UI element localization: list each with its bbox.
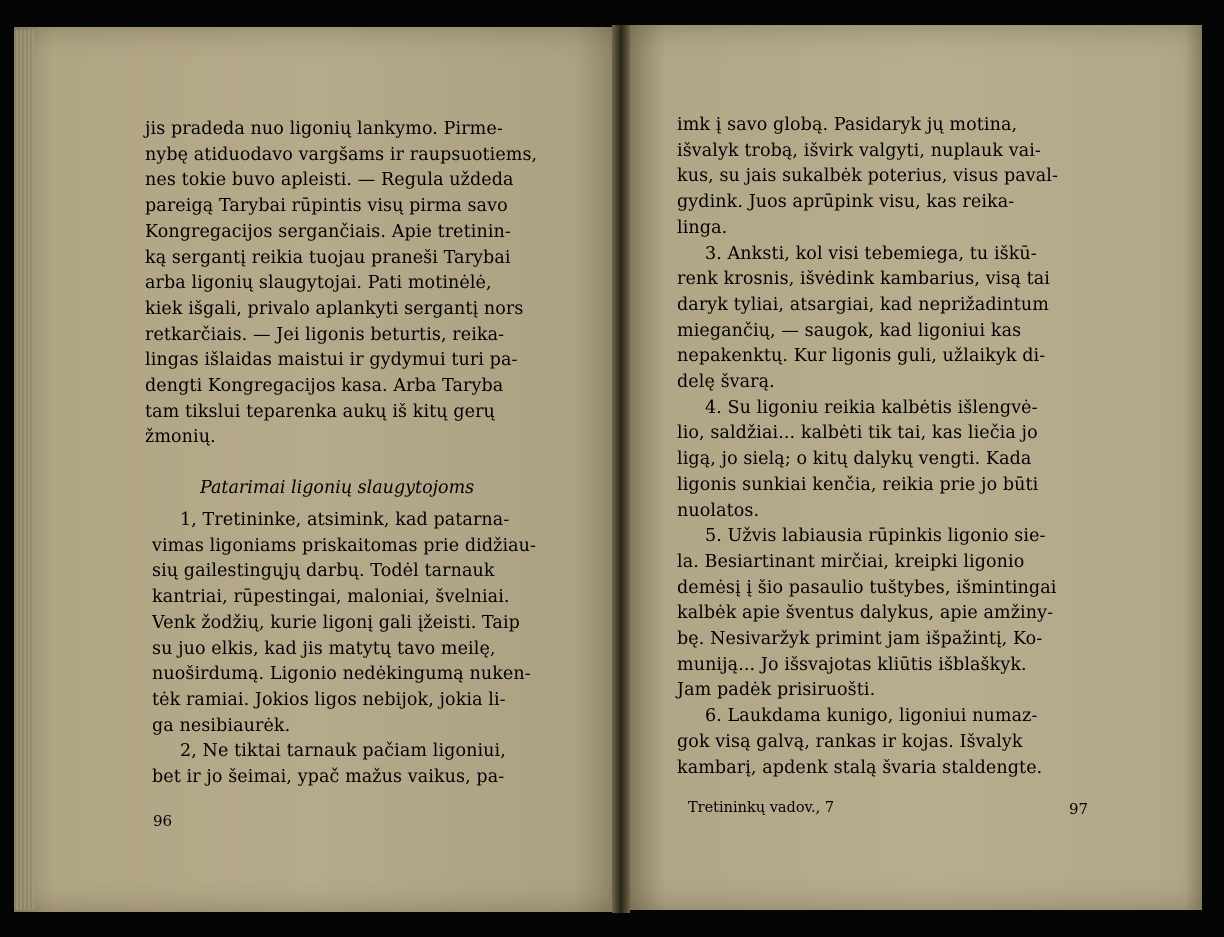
advice-item-4 bbox=[677, 396, 1085, 525]
text-line: Kongregacijos sergančiais. Apie tretinin- bbox=[145, 221, 511, 242]
text-line: 1, Tretininke, atsimink, kad patarna- bbox=[180, 510, 510, 530]
text-line: daryk tyliai, atsargiai, kad neprižadintum bbox=[677, 294, 1049, 315]
text-line: renk krosnis, išvėdink kambarius, visą tai bbox=[677, 269, 1051, 290]
advice-item-5 bbox=[677, 524, 1085, 704]
advice-item-2-continuation bbox=[677, 113, 1085, 242]
text-line: vimas ligoniams priskaitomas prie didžiau- bbox=[152, 535, 537, 556]
text-line: demėsį į šio pasaulio tuštybes, išmintingai bbox=[677, 577, 1057, 598]
text-line: ligonis sunkiai kenčia, reikia prie jo būti bbox=[677, 474, 1039, 495]
text-line: tėk ramiai. Jokios ligos nebijok, jokia li- bbox=[152, 689, 506, 710]
paragraph-hospital-visits bbox=[145, 117, 555, 451]
text-line: gok visą galvą, rankas ir kojas. Išvalyk bbox=[677, 731, 1023, 752]
text-line: delę švarą. bbox=[677, 372, 775, 393]
text-line: ką sergantį reikia tuojau praneši Tarybai bbox=[145, 247, 511, 268]
text-line: išvalyk trobą, išvirk valgyti, nuplauk vai- bbox=[677, 140, 1041, 161]
text-line: bę. Nesivaržyk primint jam išpažintį, Ko- bbox=[677, 629, 1043, 650]
text-line: lingas išlaidas maistui ir gydymui turi pa- bbox=[145, 350, 518, 371]
text-line: tam tikslui teparenka aukų iš kitų gerų bbox=[145, 401, 495, 422]
page-number-right: 97 bbox=[1069, 800, 1089, 818]
text-line: arba ligonių slaugytojai. Pati motinėlė, bbox=[145, 273, 492, 294]
text-line: kantriai, rūpestingai, maloniai, švelniai. bbox=[152, 587, 510, 608]
advice-item-3 bbox=[677, 242, 1085, 396]
left-page-text bbox=[145, 117, 555, 451]
text-line: Jam padėk prisiruošti. bbox=[677, 680, 876, 701]
text-line: 2, Ne tiktai tarnauk pačiam ligoniui, bbox=[180, 741, 506, 762]
text-line: lio, saldžiai... kalbėti tik tai, kas liečia jo bbox=[677, 423, 1038, 444]
text-line: nuolatos. bbox=[677, 500, 760, 521]
text-line: kus, su jais sukalbėk poterius, visus paval- bbox=[677, 166, 1059, 187]
text-line: nybę atiduodavo vargšams ir raupsuotiems, bbox=[145, 144, 538, 165]
text-line: 3. Anksti, kol visi tebemiega, tu iškū- bbox=[705, 243, 1037, 264]
text-line: 4. Su ligoniu reikia kalbėtis išlengvė- bbox=[705, 397, 1038, 418]
book-gutter bbox=[612, 25, 630, 913]
text-line: nes tokie buvo apleisti. — Regula uždeda bbox=[145, 170, 514, 191]
text-line: kalbėk apie šventus dalykus, apie amžiny- bbox=[677, 603, 1054, 624]
text-line: jis pradeda nuo ligonių lankymo. Pirme- bbox=[145, 119, 503, 139]
text-line: 6. Laukdama kunigo, ligoniui numaz- bbox=[705, 706, 1038, 727]
text-line: linga. bbox=[677, 217, 728, 238]
text-line: kiek išgali, privalo aplankyti sergantį nors bbox=[145, 298, 524, 319]
text-line: la. Besiartinant mirčiai, kreipki ligonio bbox=[677, 551, 1025, 572]
printer-signature-mark: Tretininkų vadov., 7 bbox=[688, 800, 835, 816]
section-heading: Patarimai ligonių slaugytojoms bbox=[200, 478, 475, 498]
text-line: ga nesibiaurėk. bbox=[152, 715, 291, 736]
text-line: kambarį, apdenk stalą švaria staldengte. bbox=[677, 757, 1043, 778]
text-line: nuoširdumą. Ligonio nedėkingumą nuken- bbox=[152, 664, 531, 685]
advice-item-1 bbox=[152, 508, 556, 739]
text-line: pareigą Tarybai rūpintis visų pirma savo bbox=[145, 196, 508, 217]
text-line: su juo elkis, kad jis matytų tavo meilę, bbox=[152, 638, 496, 659]
text-line: dengti Kongregacijos kasa. Arba Taryba bbox=[145, 376, 504, 397]
page-number-left: 96 bbox=[153, 812, 173, 830]
page-edges bbox=[14, 30, 34, 910]
text-line: gydink. Juos aprūpink visu, kas reika- bbox=[677, 192, 1015, 213]
text-line: retkarčiais. — Jei ligonis beturtis, reika- bbox=[145, 324, 505, 345]
text-line: imk į savo globą. Pasidaryk jų motina, bbox=[677, 115, 1018, 135]
advice-item-6 bbox=[677, 704, 1085, 781]
text-line: bet ir jo šeimai, ypač mažus vaikus, pa- bbox=[152, 767, 505, 788]
text-line: sių gailestingųjų darbų. Todėl tarnauk bbox=[152, 561, 495, 582]
text-line: žmonių. bbox=[145, 427, 216, 448]
text-line: 5. Užvis labiausia rūpinkis ligonio sie- bbox=[705, 526, 1046, 547]
text-line: ligą, jo sielą; o kitų dalykų vengti. Kada bbox=[677, 449, 1032, 470]
right-page-text bbox=[677, 113, 1085, 781]
text-line: muniją... Jo išsvajotas kliūtis išblaškyk. bbox=[677, 654, 1027, 675]
advice-item-2 bbox=[152, 739, 556, 790]
text-line: Venk žodžių, kurie ligonį gali įžeisti. Taip bbox=[152, 612, 520, 633]
left-page-advice-text bbox=[152, 508, 556, 791]
text-line: miegančių, — saugok, kad ligoniui kas bbox=[677, 320, 1022, 341]
text-line: nepakenktų. Kur ligonis guli, užlaikyk di- bbox=[677, 346, 1046, 367]
